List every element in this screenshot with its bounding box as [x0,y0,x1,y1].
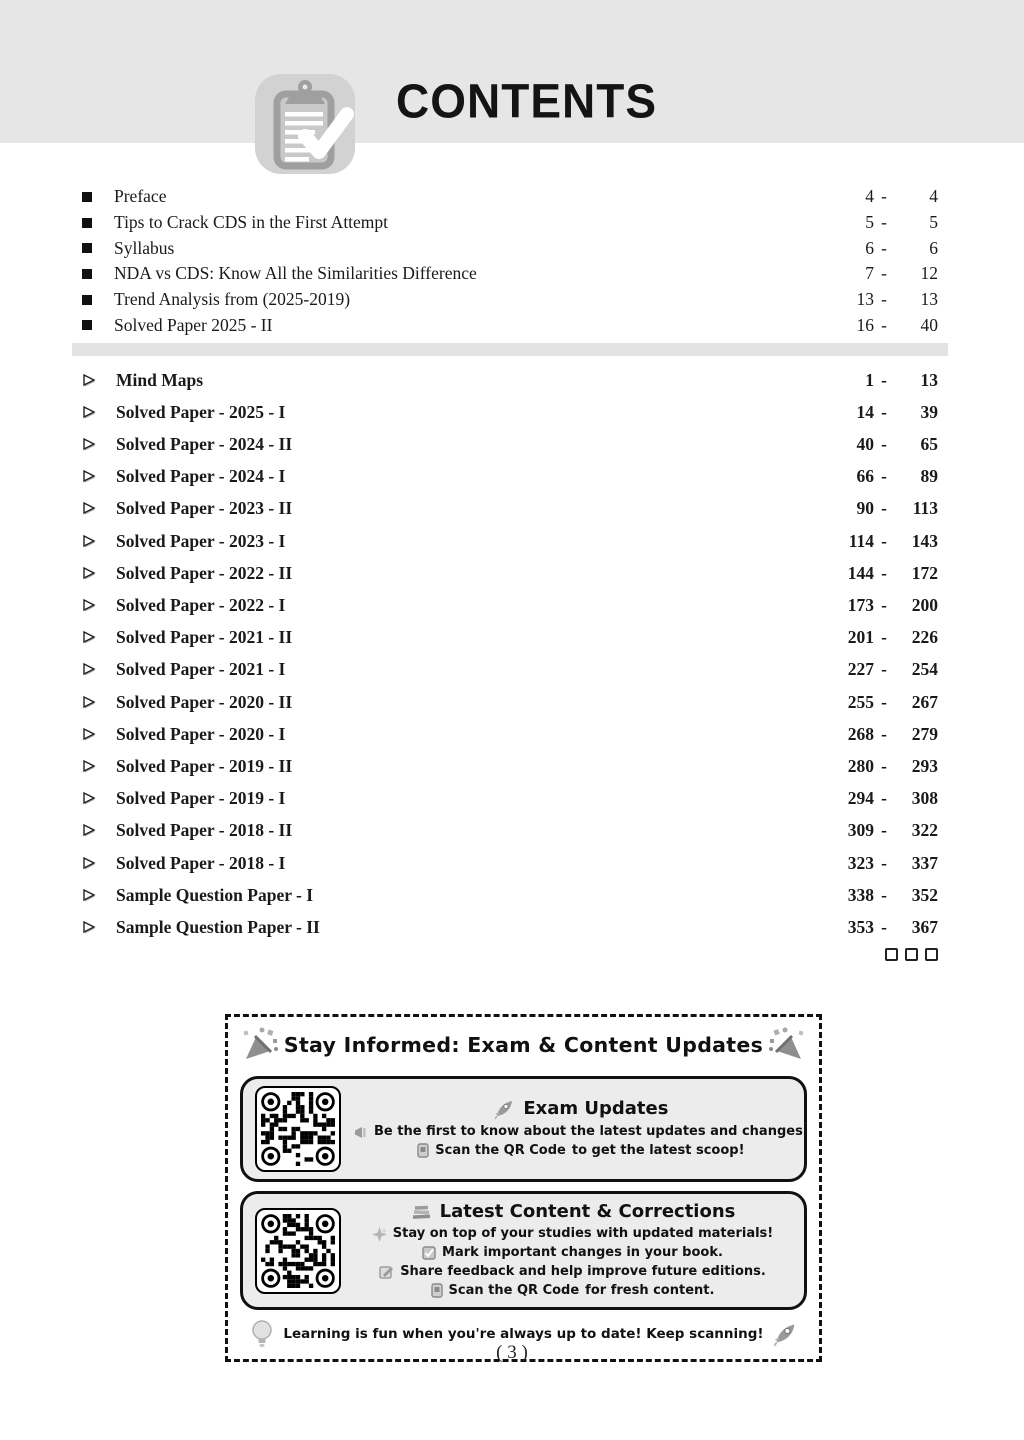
scan-qr-rest: for fresh content. [585,1282,715,1298]
page-range-dash: - [881,434,887,455]
page-to: 13 [920,289,938,310]
page-range-dash: - [881,466,887,487]
arrow-bullet-icon [82,759,97,774]
toc-entry-label: Solved Paper - 2024 - I [116,466,286,487]
toc-row [82,364,938,396]
page-to: 6 [929,237,938,258]
scan-qr-rest: to get the latest scoop! [571,1142,745,1158]
latest-content-card [240,1191,807,1310]
toc-entry-label: Solved Paper - 2022 - I [116,595,286,616]
toc-row [82,396,938,428]
toc-entry-label: Preface [114,186,167,207]
toc-entry-label: Solved Paper - 2025 - I [116,401,286,422]
page-range-dash: - [881,498,887,519]
toc-row [82,525,938,557]
page-to: 12 [920,263,938,284]
page-title: CONTENTS [396,73,657,129]
page-to: 267 [911,691,938,712]
page-to: 352 [911,884,938,905]
toc-entry-label: Sample Question Paper - II [116,916,320,937]
page-range-dash: - [881,691,887,712]
toc-entry-label: Solved Paper - 2020 - II [116,691,293,712]
page-from: 16 [856,314,874,335]
page-to: 39 [920,401,938,422]
toc-row [82,429,938,461]
page-from: 353 [847,916,874,937]
page-from: 255 [847,691,874,712]
page-range-dash: - [881,627,887,648]
page-to: 308 [911,788,938,809]
page-from: 1 [865,369,874,390]
toc-row [82,261,938,287]
toc-entry-label: Sample Question Paper - I [116,884,314,905]
page-from: 66 [856,466,874,487]
exam-updates-heading: Exam Updates [523,1098,669,1120]
page-from: 14 [856,401,874,422]
page-from: 338 [847,884,874,905]
scan-qr-bold: Scan the QR Code [448,1282,580,1298]
toc-row [82,461,938,493]
arrow-bullet-icon [82,501,97,516]
page-from: 4 [865,186,874,207]
toc-row [82,493,938,525]
page-to: 13 [920,369,938,390]
page-range-dash: - [881,369,887,390]
toc-row [82,557,938,589]
arrow-bullet-icon [82,373,97,388]
page-from: 309 [847,820,874,841]
toc-entry-label: Solved Paper - 2021 - I [116,659,286,680]
page-range-dash: - [881,788,887,809]
end-of-list-squares [82,948,938,961]
page-from: 227 [847,659,874,680]
page-to: 4 [929,186,938,207]
toc-row [82,847,938,879]
page-to: 367 [911,916,938,937]
page-range-dash: - [881,263,887,284]
page-to: 279 [911,723,938,744]
toc-row [82,783,938,815]
toc-row [82,686,938,718]
arrow-bullet-icon [82,856,97,871]
end-square-icon [905,948,918,961]
toc-row [82,815,938,847]
page-to: 89 [920,466,938,487]
page-from: 294 [847,788,874,809]
rocket-icon [493,1098,515,1120]
toc-entry-label: Solved Paper - 2018 - I [116,852,286,873]
page-from: 6 [865,237,874,258]
toc-entry-label: Solved Paper - 2020 - I [116,723,286,744]
toc-entry-label: Solved Paper - 2022 - II [116,562,293,583]
toc-row [82,312,938,338]
toc-row [82,718,938,750]
sparkle-icon [372,1227,387,1242]
page-to: 113 [912,498,938,519]
latest-content-line: Stay on top of your studies with updated materials! [392,1226,774,1241]
latest-content-qr-code [255,1208,341,1294]
page-range-dash: - [881,723,887,744]
arrow-bullet-icon [82,630,97,645]
page-from: 201 [847,627,874,648]
page-from: 173 [847,595,874,616]
toc-row [82,210,938,236]
arrow-bullet-icon [82,405,97,420]
arrow-bullet-icon [82,566,97,581]
page-range-dash: - [881,916,887,937]
toc-row [82,287,938,313]
toc-entry-label: Solved Paper - 2021 - II [116,627,293,648]
arrow-bullet-icon [82,598,97,613]
toc-entry-label: NDA vs CDS: Know All the Similarities Difference [114,263,477,284]
exam-updates-card [240,1076,807,1182]
toc-entry-label: Solved Paper - 2019 - II [116,755,293,776]
page-to: 200 [911,595,938,616]
toc-entry-label: Trend Analysis from (2025-2019) [114,289,351,310]
square-bullet-icon [82,295,92,305]
arrow-bullet-icon [82,695,97,710]
arrow-bullet-icon [82,791,97,806]
page-number: ( 3 ) [496,1342,528,1363]
latest-content-heading: Latest Content & Corrections [439,1201,736,1222]
toc-entry-label: Solved Paper - 2024 - II [116,434,293,455]
toc-entry-label: Syllabus [114,237,175,258]
page-from: 40 [856,434,874,455]
toc-row [82,235,938,261]
square-bullet-icon [82,192,92,202]
page-range-dash: - [881,755,887,776]
page-to: 322 [911,820,938,841]
arrow-bullet-icon [82,662,97,677]
arrow-bullet-icon [82,888,97,903]
page-to: 172 [911,562,938,583]
page-to: 65 [920,434,938,455]
megaphone-icon [353,1125,368,1140]
panel-footer-text: Learning is fun when you're always up to date! Keep scanning! [283,1326,764,1343]
arrow-bullet-icon [82,469,97,484]
page-range-dash: - [881,314,887,335]
page-range-dash: - [881,884,887,905]
page-range-dash: - [881,212,887,233]
page-range-dash: - [881,852,887,873]
page-range-dash: - [881,186,887,207]
memo-pencil-icon [379,1265,394,1279]
clipboard-check-icon [253,72,357,176]
toc-entry-label: Mind Maps [116,369,204,390]
page-to: 143 [911,530,938,551]
qr-scan-phone-icon [417,1143,429,1158]
toc-row [82,911,938,943]
page-to: 337 [911,852,938,873]
page-from: 268 [847,723,874,744]
page-from: 90 [856,498,874,519]
page-to: 293 [911,755,938,776]
page-from: 114 [848,530,874,551]
page-range-dash: - [881,401,887,422]
section-divider [72,343,948,356]
page-range-dash: - [881,530,887,551]
toc-entry-label: Tips to Crack CDS in the First Attempt [114,212,389,233]
qr-scan-phone-icon [431,1283,443,1298]
toc-row [82,654,938,686]
arrow-bullet-icon [82,534,97,549]
page-range-dash: - [881,659,887,680]
toc-row [82,184,938,210]
page-range-dash: - [881,237,887,258]
end-square-icon [925,948,938,961]
end-square-icon [885,948,898,961]
page-to: 40 [920,314,938,335]
page-range-dash: - [881,820,887,841]
square-bullet-icon [82,320,92,330]
square-bullet-icon [82,218,92,228]
page-from: 144 [847,562,874,583]
arrow-bullet-icon [82,823,97,838]
toc-entry-label: Solved Paper - 2018 - II [116,820,293,841]
square-bullet-icon [82,243,92,253]
toc-entry-label: Solved Paper 2025 - II [114,314,273,335]
toc-row [82,750,938,782]
page-to: 226 [911,627,938,648]
toc-entry-label: Solved Paper - 2023 - I [116,530,286,551]
arrow-bullet-icon [82,437,97,452]
page-from: 323 [847,852,874,873]
scan-qr-bold: Scan the QR Code [435,1142,566,1158]
checkbox-icon [422,1246,436,1260]
books-icon [410,1202,432,1222]
toc-entry-label: Solved Paper - 2019 - I [116,788,286,809]
page-to: 254 [911,659,938,680]
page-range-dash: - [881,562,887,583]
page-from: 7 [865,263,874,284]
page-from: 13 [856,289,874,310]
panel-title: Stay Informed: Exam & Content Updates [283,1033,764,1057]
latest-content-line: Share feedback and help improve future editions. [400,1263,766,1279]
toc-row [82,879,938,911]
arrow-bullet-icon [82,727,97,742]
page-from: 280 [847,755,874,776]
page-range-dash: - [881,595,887,616]
square-bullet-icon [82,269,92,279]
arrow-bullet-icon [82,920,97,935]
party-popper-icon [240,1025,280,1065]
exam-updates-qr-code [255,1086,341,1172]
toc-entry-label: Solved Paper - 2023 - II [116,498,293,519]
page-to: 5 [929,212,938,233]
latest-content-line: Mark important changes in your book. [442,1244,723,1260]
toc-row [82,622,938,654]
exam-updates-line: Be the first to know about the latest updates and changes! [374,1123,809,1139]
page-from: 5 [865,212,874,233]
stay-informed-panel [225,1014,822,1362]
table-of-contents [82,184,938,961]
party-popper-icon [767,1025,807,1065]
toc-row [82,589,938,621]
page-range-dash: - [881,289,887,310]
